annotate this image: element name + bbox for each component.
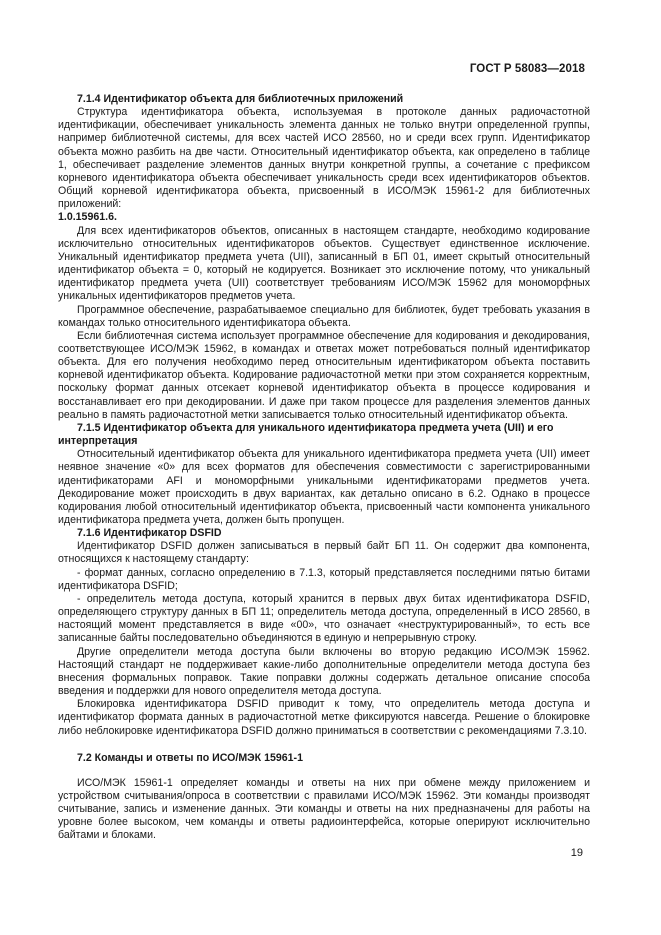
paragraph: Для всех идентификаторов объектов, описанных в настоящем стандарте, необходимо кодирование исключительно относительных идентификаторов объектов. Существует единственное исключение. Уникальный идентификатор предмета учета (UII), записанный в БП 01, имеет скрытый относительный идентификатор объекта = 0, который не кодируется. Возникает это исключение потому, что уникальный идентификатор предмета учета (UII) соответствует требованиям ИСО/МЭК 15962 для мономорфных уникальных идентификаторов предметов учета. — [58, 224, 590, 303]
section-heading: 7.1.4 Идентификатор объекта для библиотечных приложений — [77, 93, 404, 105]
paragraph: Идентификатор DSFID должен записываться в первый байт БП 11. Он содержит два компонента, относящихся к настоящему стандарту: — [58, 540, 590, 566]
document-body — [58, 93, 590, 843]
page-number: 19 — [570, 847, 583, 859]
paragraph: ИСО/МЭК 15961-1 определяет команды и ответы на них при обмене между приложением и устройством считывания/опроса в соответствии с правилами ИСО/МЭК 15962. Эти команды производят считывание, запись и изменение данных. Эти команды и ответы на них предназначены для работы на уровне более высоком, чем команды и ответы радиоинтерфейса, которые оперируют исключительно байтами и блоками. — [58, 776, 590, 842]
section-heading: 7.1.5 Идентификатор объекта для уникального идентификатора предмета учета (UII) и его интерпретация — [58, 421, 554, 448]
paragraph: Другие определители метода доступа были включены во вторую редакцию ИСО/МЭК 15962. Настоящий стандарт не поддерживает какие-либо дополнительные определители метода доступа без внесения формальных поправок. Такие поправки должны содержать детальное описание способа введения и поддержки для нового определителя метода доступа. — [58, 645, 590, 698]
paragraph: - формат данных, согласно определению в 7.1.3, который представляется последними пятью битами идентификатора DSFID; — [58, 566, 590, 592]
section-heading: 7.1.6 Идентификатор DSFID — [77, 527, 222, 540]
paragraph: Блокировка идентификатора DSFID приводит к тому, что определитель метода доступа и идентификатор формата данных в радиочастотной метке фиксируются навсегда. Решение о блокировке либо неблокировке идентификатора DSFID должно приниматься в соответствии с рекомендациями 7.3.10. — [58, 698, 590, 737]
paragraph: Относительный идентификатор объекта для уникального идентификатора предмета учета (UII) имеет неявное значение «0» для всех форматов для обеспечения совместимости с зарегистрированными идентификаторами AFI и мономорфными уникальными идентификаторами предметов учета. Декодирование может происходить в двух вариантах, как детально описано в 6.2. Однако в процессе кодирования любой относительный идентификатор объекта, присвоенный части компонента уникального идентификатора предмета учета, должен быть пропущен. — [58, 448, 590, 526]
paragraph: Структура идентификатора объекта, используемая в протоколе данных радиочастотной идентификации, обеспечивает уникальность элемента данных не только внутри определенной группы, например библиотечной системы, для всех частей ИСО 28560, но и среди всех групп. Идентификатор объекта можно разбить на две части. Относительный идентификатор объекта, как определено в таблице 1, обеспечивает разделение элементов данных внутри конкретной группы, а сочетание с префиксом корневого идентификатора объекта обеспечивает уникальность среди всех идентификаторов объектов. Общий корневой идентификатора объекта, присвоенный в ИСО/МЭК 15961-2 для библиотечных приложений: — [58, 106, 590, 211]
paragraph: Программное обеспечение, разрабатываемое специально для библиотек, будет требовать указания в командах только относительного идентификатора объекта. — [58, 303, 590, 329]
paragraph: - определитель метода доступа, который хранится в первых двух битах идентификатора DSFID, определяющего структуру данных в БП 11; определитель метода доступа, определенный в ИСО 28560, в настоящий момент представляется в виде «00», что означает «неструктурированный», то есть все записанные байты последовательно объединяются в единую и непрерывную строку. — [58, 592, 590, 645]
section-heading: 7.2 Команды и ответы по ИСО/МЭК 15961-1 — [77, 751, 303, 764]
oid-value: 1.0.15961.6. — [58, 211, 117, 224]
paragraph: Если библиотечная система использует программное обеспечение для кодирования и декодирования, соответствующее ИСО/МЭК 15962, в командах и ответах может потребоваться полный идентификатор объекта. Для его получения необходимо перед относительным идентификатором объекта поставить корневой идентификатор объекта. Кодирование радиочастотной метки при этом сохраняется корректным, поскольку формат данных отсекает корневой идентификатор объекта в процессе кодирования и восстанавливает его при декодировании. И даже при таком процессе для разделения элементов данных реально в память радиочастотной метки записывается только относительный идентификатор объекта. — [58, 329, 590, 421]
document-id-header: ГОСТ Р 58083—2018 — [469, 63, 585, 75]
